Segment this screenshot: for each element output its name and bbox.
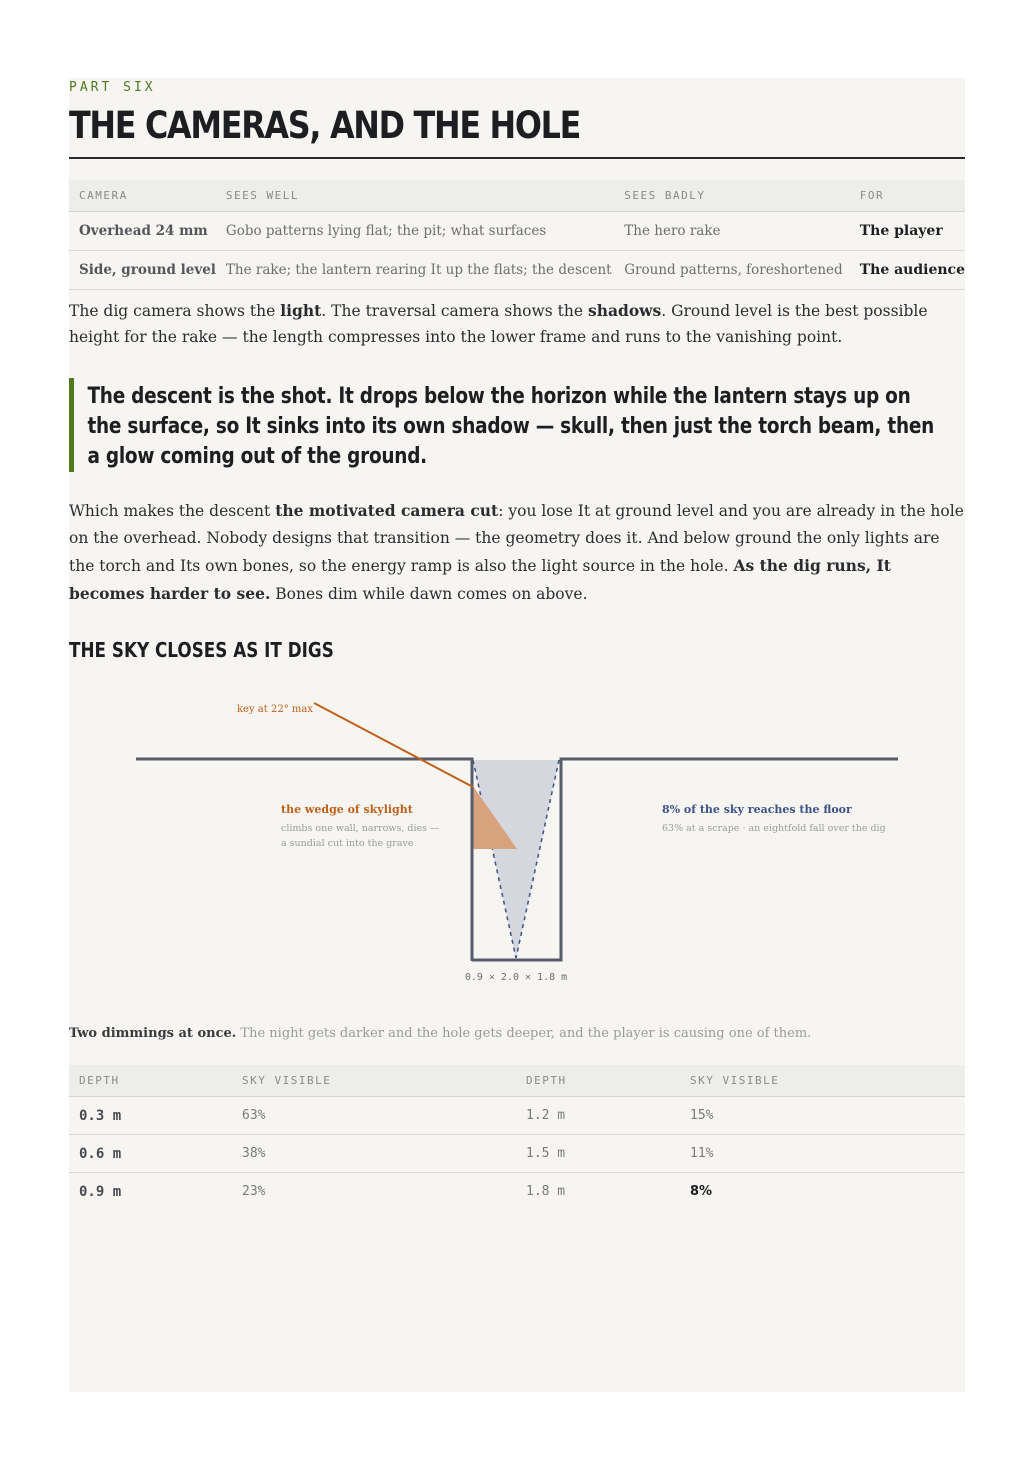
sees-badly-cell: The hero rake: [614, 212, 849, 251]
sky-cell-final: 8%: [690, 1184, 713, 1199]
depth-cell: 1.8 m: [526, 1184, 566, 1199]
col-header-camera: CAMERA: [69, 180, 216, 212]
sky-cell: 15%: [680, 1097, 965, 1135]
table-row: [69, 1135, 965, 1173]
diagram-caption: Two dimmings at once. The night gets darker and the hole gets deeper, and the player is causing one of them.: [69, 1026, 812, 1041]
col-header-sky-visible: SKY VISIBLE: [680, 1065, 965, 1097]
key-label: key at 22° max: [237, 704, 313, 715]
table-row: [69, 212, 965, 251]
camera-table: [69, 180, 965, 290]
depth-cell: 0.9 m: [79, 1183, 122, 1200]
depth-cell: 1.5 m: [516, 1135, 680, 1173]
page-sheet: [69, 78, 965, 1392]
table-row: [69, 1097, 965, 1135]
wedge-desc-line-1: climbs one wall, narrows, dies —: [281, 823, 440, 834]
section-heading: THE SKY CLOSES AS IT DIGS: [69, 638, 334, 662]
table-row: [69, 1173, 965, 1211]
sky-cone: [473, 760, 559, 958]
sees-well-cell: Gobo patterns lying flat; the pit; what surfaces: [216, 212, 614, 251]
col-header-for: FOR: [850, 180, 965, 212]
pull-quote: [69, 378, 970, 472]
hole-diagram: [69, 688, 965, 988]
key-light-ray: [314, 703, 473, 787]
camera-paragraph: The dig camera shows the light. The traversal camera shows the shadows. Ground level is the best possible height for the rake — the length compresses into the lower frame and runs to the vanishing point.: [69, 301, 928, 346]
col-header-sees-badly: SEES BADLY: [614, 180, 849, 212]
col-header-depth: DEPTH: [69, 1065, 232, 1097]
for-cell: The player: [850, 212, 965, 251]
col-header-sees-well: SEES WELL: [216, 180, 614, 212]
ground-line-left: [136, 759, 472, 961]
depth-table: [69, 1065, 965, 1210]
pull-quote-text: The descent is the shot. It drops below the horizon while the lantern stays up on the surface, so It sinks into its own shadow — skull, then just the torch beam, then a glow coming out of the ground.: [87, 384, 935, 469]
camera-cell: Side, ground level: [69, 251, 216, 290]
sees-badly-cell: Ground patterns, foreshortened: [614, 251, 849, 290]
camera-table-header: [69, 180, 965, 212]
sky-title: 8% of the sky reaches the floor: [662, 803, 852, 816]
title-rule: [69, 157, 965, 159]
wedge-desc-line-2: a sundial cut into the grave: [281, 838, 414, 849]
camera-cell: Overhead 24 mm: [69, 212, 216, 251]
sky-desc: 63% at a scrape · an eightfold fall over the dig: [662, 823, 886, 834]
depth-cell: 0.6 m: [69, 1135, 232, 1173]
sky-cell: 11%: [680, 1135, 965, 1173]
col-header-sky-visible: SKY VISIBLE: [232, 1065, 516, 1097]
sky-cell: 63%: [232, 1097, 516, 1135]
depth-table-header: [69, 1065, 965, 1097]
table-row: [69, 251, 965, 290]
col-header-depth: DEPTH: [516, 1065, 680, 1097]
for-cell: The audience: [850, 251, 965, 290]
depth-cell: 0.3 m: [69, 1097, 232, 1135]
part-kicker: PART SIX: [69, 80, 156, 95]
sky-cell: 23%: [242, 1184, 266, 1199]
descent-paragraph: Which makes the descent the motivated camera cut: you lose It at ground level and you are already in the hole on the overhead. Nobody designs that transition — the geometry does it. And below ground the only lights are the torch and Its own bones, so the energy ramp is also the light source in the hole. As the dig runs, It becomes harder to see. Bones dim while dawn comes on above.: [69, 501, 964, 603]
sees-well-cell: The rake; the lantern rearing It up the flats; the descent: [216, 251, 614, 290]
sky-cell: 38%: [232, 1135, 516, 1173]
pit-dimensions: 0.9 × 2.0 × 1.8 m: [464, 972, 568, 983]
depth-cell: 1.2 m: [516, 1097, 680, 1135]
page-title: THE CAMERAS, AND THE HOLE: [69, 104, 581, 147]
wedge-title: the wedge of skylight: [281, 803, 413, 816]
